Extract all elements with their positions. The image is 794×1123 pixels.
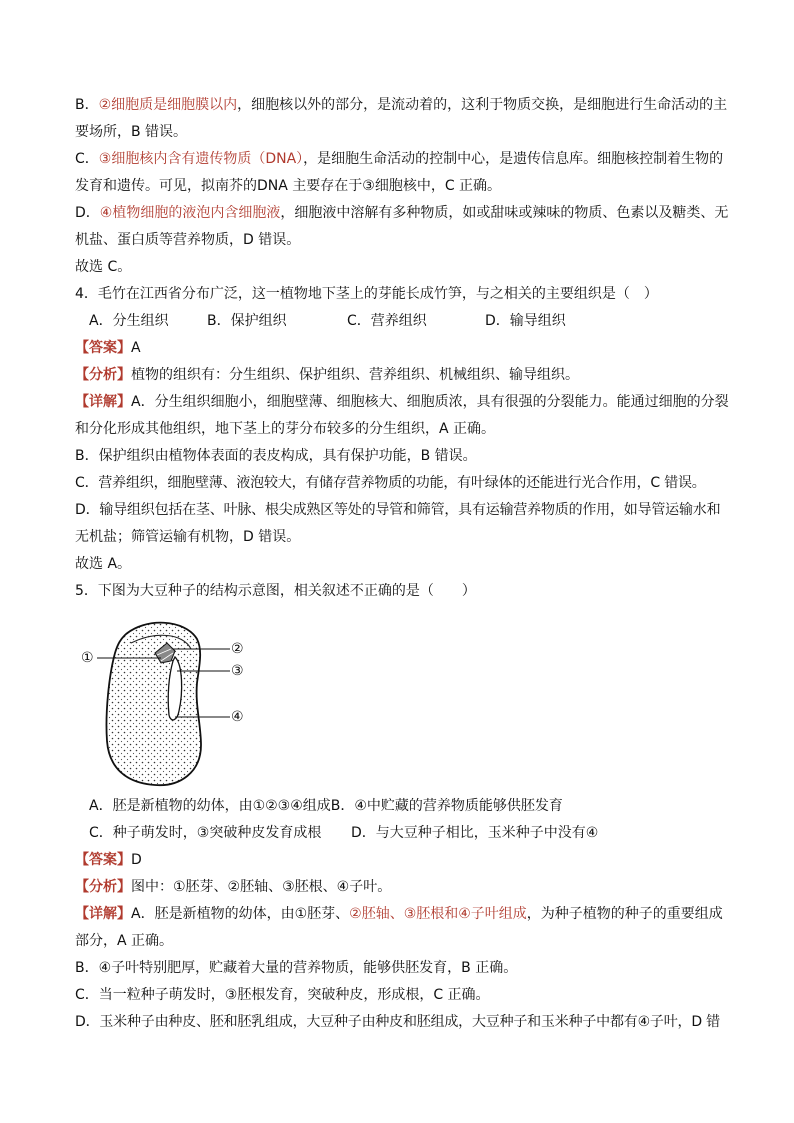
q4-conclusion: 故选 A。: [75, 556, 132, 572]
q3-option-c-line1: [75, 146, 725, 173]
label-4: ④: [231, 709, 244, 725]
q3-b-text: ，细胞核以外的部分，是流动着的，这利于物质交换，是细胞进行生命活动的主: [237, 97, 728, 113]
q3-conclusion: 故选 C。: [75, 259, 132, 275]
q3-c-highlight: ③细胞核内含有遗传物质（DNA）: [98, 151, 304, 167]
q5-option-a: A．胚是新植物的幼体，由①②③④组成: [89, 798, 331, 814]
q5-detail-a-line2: 部分，A 正确。: [75, 933, 174, 949]
q5-options-cd: [75, 820, 725, 847]
q5-options-ab: [75, 793, 725, 820]
q3-d-highlight: ④植物细胞的液泡内含细胞液: [99, 205, 281, 221]
q3-b-highlight: ②细胞质是细胞膜以内: [98, 97, 238, 113]
q5-detail-a-post: ，为种子植物的种子的重要组成: [526, 906, 723, 922]
q5-detail-a-highlight: ②胚轴、③胚根和④子叶组成: [349, 906, 527, 922]
q3-c-prefix: C．: [75, 151, 99, 167]
q4-answer: [75, 335, 725, 362]
q4-detail-c: C．营养组织，细胞壁薄、液泡较大，有储存营养物质的功能，有叶绿体的还能进行光合作用，C 错误。: [75, 475, 706, 491]
q4-detail-a-line2: 和分化形成其他组织，地下茎上的芽分布较多的分生组织，A 正确。: [75, 421, 496, 437]
q4-answer-value: A: [131, 340, 141, 356]
q5-analysis-tag: 【分析】: [75, 879, 131, 895]
q4-detail-a-text: A．分生组织细胞小，细胞壁薄、细胞核大、细胞质浓，具有很强的分裂能力。能通过细胞的分裂: [131, 394, 729, 410]
q4-option-d: D．输导组织: [485, 313, 566, 329]
q4-option-c: C．营养组织: [347, 313, 427, 329]
q5-analysis: [75, 874, 725, 901]
q5-option-c: C．种子萌发时，③突破种皮发育成根: [89, 825, 322, 841]
q4-detail-a-line1: [75, 389, 729, 416]
q3-c-text: ，是细胞生命活动的控制中心，是遗传信息库。细胞核控制着生物的: [303, 151, 724, 167]
q4-options: [75, 308, 725, 335]
label-3: ③: [231, 663, 244, 679]
q4-detail-b: B．保护组织由植物体表面的表皮构成，具有保护功能，B 错误。: [75, 448, 477, 464]
q5-detail-c: C．当一粒种子萌发时，③胚根发育，突破种皮，形成根，C 正确。: [75, 987, 490, 1003]
q3-d-prefix: D．: [75, 205, 100, 221]
label-1: ①: [81, 650, 94, 666]
q5-detail-tag: 【详解】: [75, 906, 131, 922]
q3-b-prefix: B．: [75, 97, 99, 113]
q5-option-b: B．④中贮藏的营养物质能够供胚发育: [330, 798, 563, 814]
q4-answer-tag: 【答案】: [75, 340, 131, 356]
q5-detail-b: B．④子叶特别肥厚，贮藏着大量的营养物质，能够供胚发育，B 正确。: [75, 960, 518, 976]
q3-option-d-line2: 机盐、蛋白质等营养物质，D 错误。: [75, 232, 301, 248]
q3-option-b-line1: [75, 92, 728, 119]
q5-stem: 5．下图为大豆种子的结构示意图，相关叙述不正确的是（ ）: [75, 583, 476, 599]
q3-option-d-line1: [75, 200, 729, 227]
q4-option-a: A．分生组织: [89, 313, 169, 329]
q4-detail-d-line1: D．输导组织包括在茎、叶脉、根尖成熟区等处的导管和筛管，具有运输营养物质的作用，如导管运输水和: [75, 502, 721, 518]
q5-detail-d: D．玉米种子由种皮、胚和胚乳组成，大豆种子由种皮和胚组成，大豆种子和玉米种子中都有④子叶，D 错: [75, 1014, 720, 1030]
q5-option-d: D．与大豆种子相比，玉米种子中没有④: [351, 825, 599, 841]
seed-coat-outline: [106, 623, 201, 786]
document-page: [75, 92, 729, 1036]
q5-answer-value: D: [131, 852, 142, 868]
q4-detail-tag: 【详解】: [75, 394, 131, 410]
q4-stem: 4．毛竹在江西省分布广泛，这一植物地下茎上的芽能长成竹笋，与之相关的主要组织是（ ）: [75, 286, 658, 302]
soybean-seed-figure: [75, 605, 725, 793]
q5-detail-a-pre: A．胚是新植物的幼体，由①胚芽、: [131, 906, 350, 922]
q4-detail-d-line2: 无机盐；筛管运输有机物，D 错误。: [75, 529, 301, 545]
q5-answer: [75, 847, 725, 874]
q4-analysis-tag: 【分析】: [75, 367, 131, 383]
q3-d-text: ，细胞液中溶解有多种物质，如或甜味或辣味的物质、色素以及糖类、无: [280, 205, 729, 221]
q3-option-c-line2: 发育和遗传。可见，拟南芥的DNA 主要存在于③细胞核中，C 正确。: [75, 178, 502, 194]
q4-option-b: B．保护组织: [207, 313, 287, 329]
label-2: ②: [231, 641, 244, 657]
q4-analysis-text: 植物的组织有：分生组织、保护组织、营养组织、机械组织、输导组织。: [131, 367, 579, 383]
q5-answer-tag: 【答案】: [75, 852, 131, 868]
q3-option-b-line2: 要场所，B 错误。: [75, 124, 188, 140]
soybean-seed-diagram: [75, 605, 335, 793]
q4-analysis: [75, 362, 725, 389]
q5-analysis-text: 图中：①胚芽、②胚轴、③胚根、④子叶。: [131, 879, 392, 895]
q5-detail-a-line1: [75, 901, 725, 928]
